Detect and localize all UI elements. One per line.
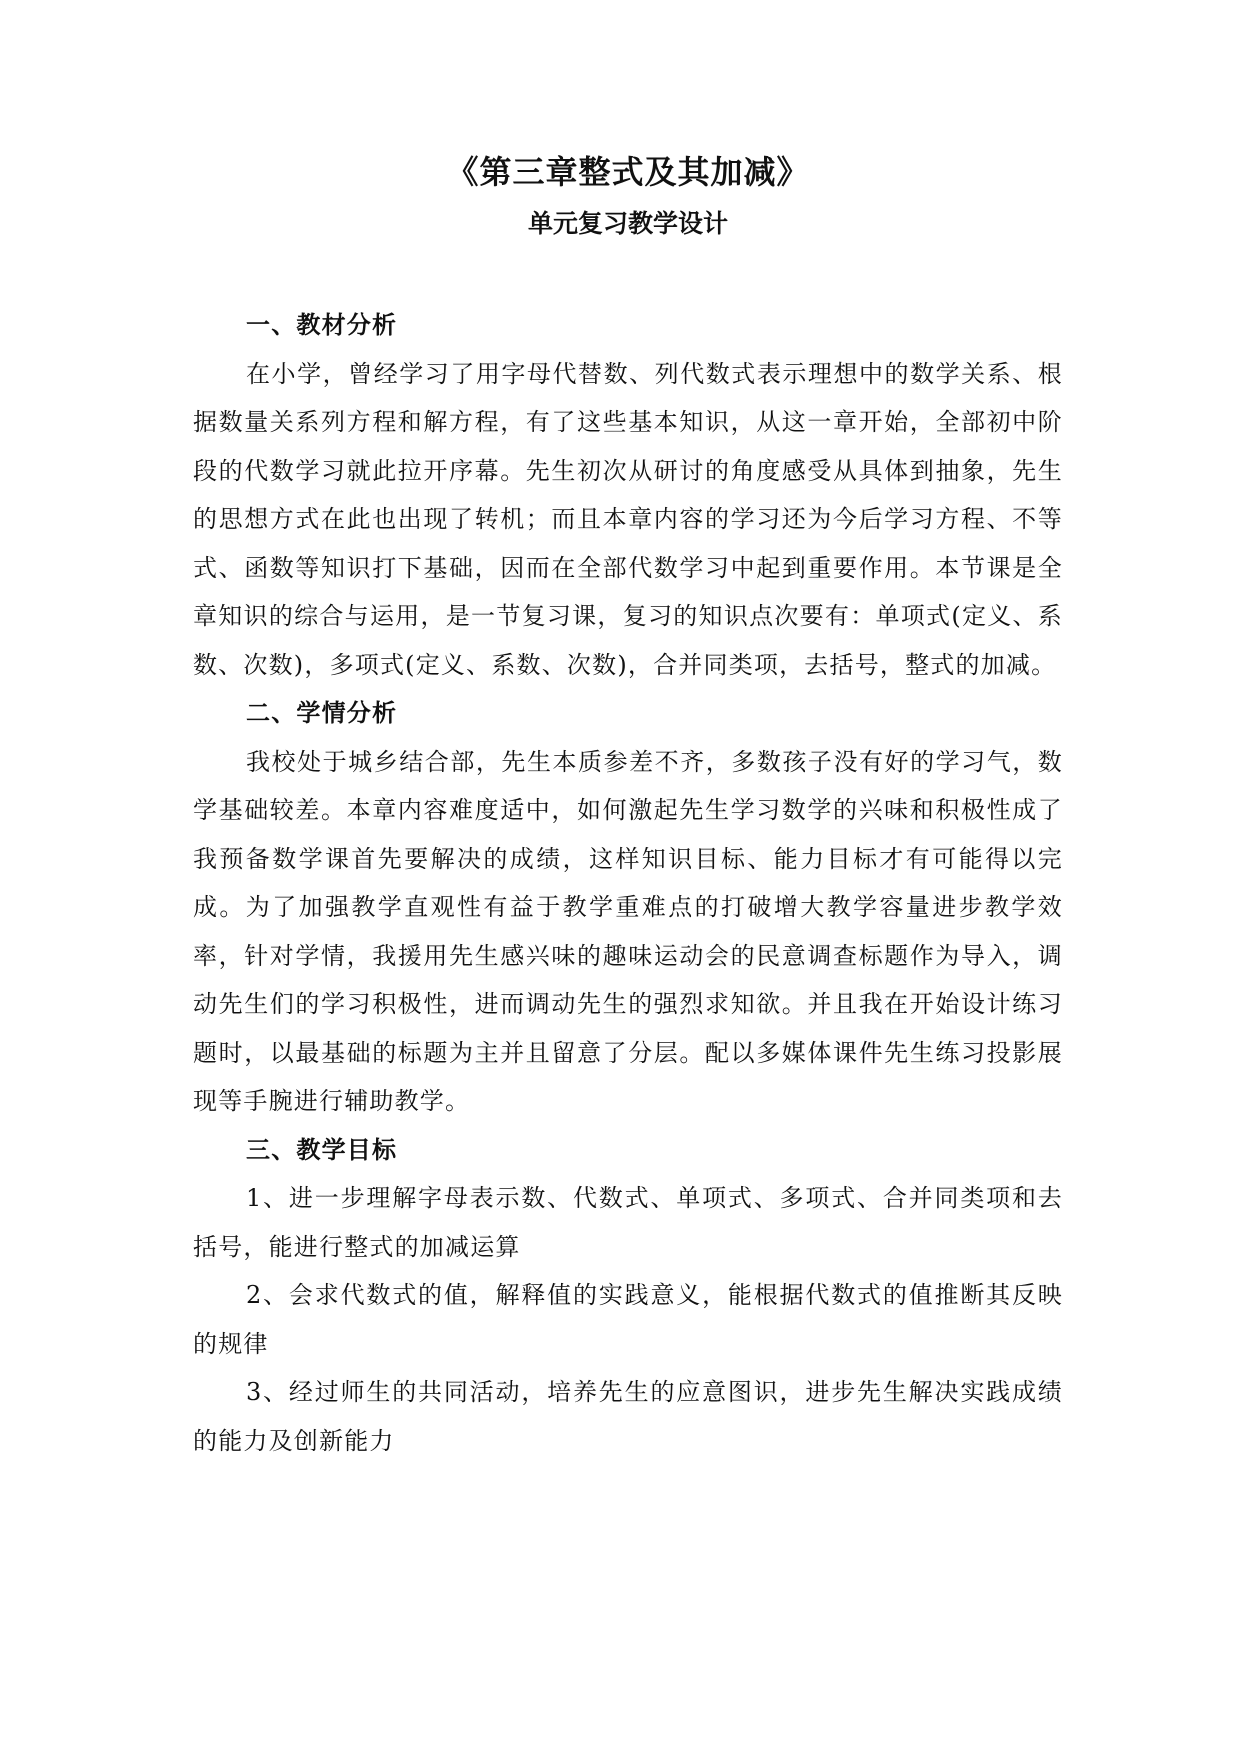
section-paragraph: 我校处于城乡结合部，先生本质参差不齐，多数孩子没有好的学习气，数学基础较差。本章内容难度适中，如何激起先生学习数学的兴味和积极性成了我预备数学课首先要解决的成绩，这样知识目标、能力目标才有可能得以完成。为了加强教学直观性有益于教学重难点的打破增大教学容量进步教学效率，针对学情，我援用先生感兴味的趣味运动会的民意调查标题作为导入，调动先生们的学习积极性，进而调动先生的强烈求知欲。并且我在开始设计练习题时，以最基础的标题为主并且留意了分层。配以多媒体课件先生练习投影展现等手腕进行辅助教学。 — [193, 747, 1063, 1115]
section-heading: 一、教材分析 — [246, 311, 398, 339]
section-heading: 二、学情分析 — [246, 699, 398, 727]
section-teaching-objectives — [193, 1126, 1063, 1466]
document-subtitle: 单元复习教学设计 — [527, 209, 728, 238]
document-body — [193, 301, 1063, 1465]
objective-item-1: 1、进一步理解字母表示数、代数式、单项式、多项式、合并同类项和去括号，能进行整式的加减运算 — [193, 1184, 1063, 1261]
section-paragraph: 在小学，曾经学习了用字母代替数、列代数式表示理想中的数学关系、根据数量关系列方程和解方程，有了这些基本知识，从这一章开始，全部初中阶段的代数学习就此拉开序幕。先生初次从研讨的角度感受从具体到抽象，先生的思想方式在此也出现了转机；而且本章内容的学习还为今后学习方程、不等式、函数等知识打下基础，因而在全部代数学习中起到重要作用。本节课是全章知识的综合与运用，是一节复习课，复习的知识点次要有：单项式(定义、系数、次数)，多项式(定义、系数、次数)，合并同类项，去括号，整式的加减。 — [193, 359, 1063, 679]
section-student-analysis — [193, 689, 1063, 1126]
objective-item-3: 3、经过师生的共同活动，培养先生的应意图识，进步先生解决实践成绩的能力及创新能力 — [193, 1378, 1063, 1455]
section-textbook-analysis — [193, 301, 1063, 689]
section-heading: 三、教学目标 — [246, 1135, 398, 1164]
objective-item-2: 2、会求代数式的值，解释值的实践意义，能根据代数式的值推断其反映的规律 — [193, 1281, 1063, 1358]
document-title: 《第三章整式及其加减》 — [446, 153, 810, 191]
